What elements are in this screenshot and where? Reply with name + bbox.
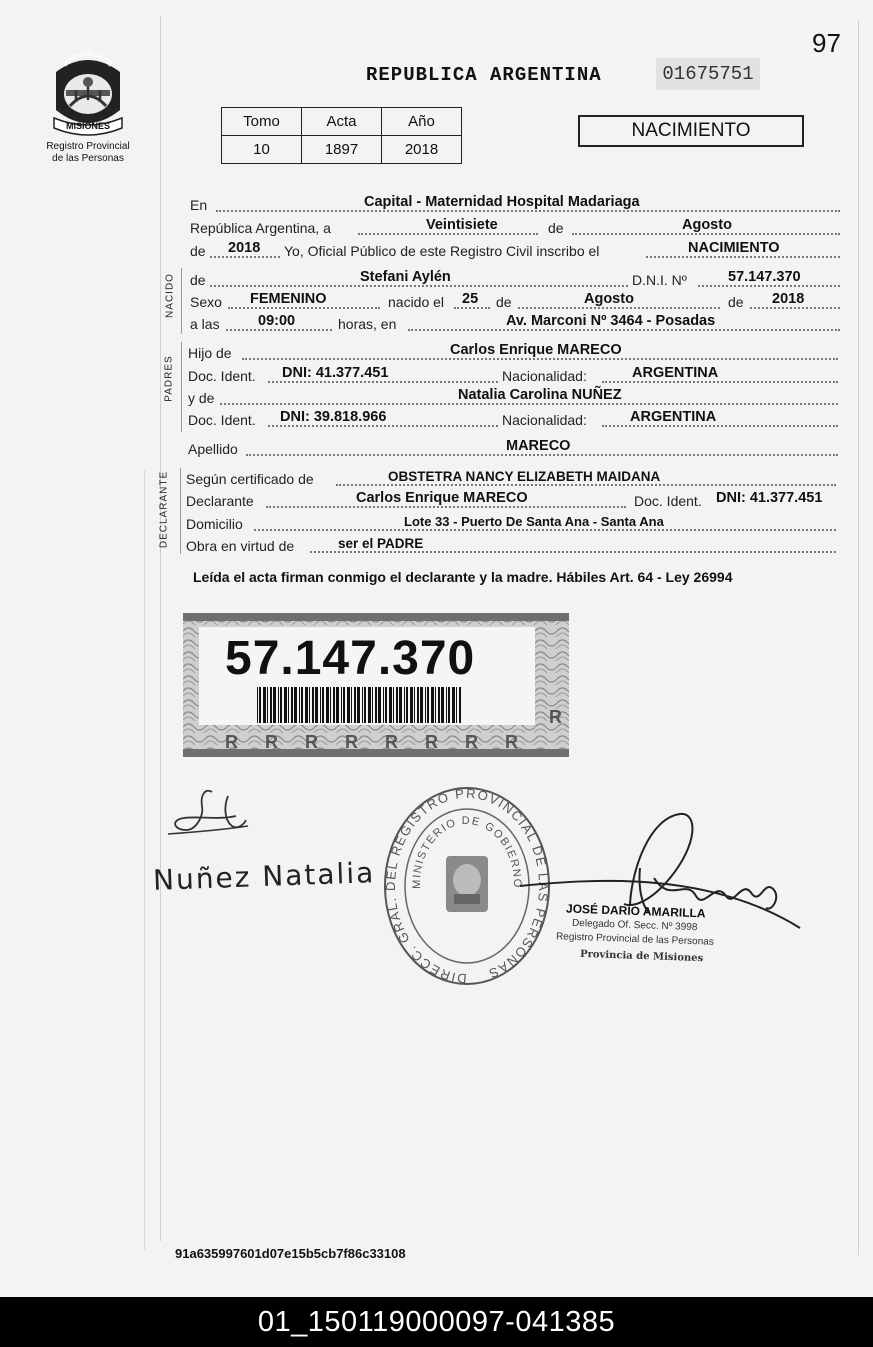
barcode-bar bbox=[375, 687, 377, 723]
record-table-header: Acta bbox=[302, 108, 382, 136]
barcode-bar bbox=[305, 687, 308, 723]
barcode-bar bbox=[291, 687, 293, 723]
barcode-bar bbox=[288, 687, 289, 723]
right-margin-line bbox=[858, 20, 859, 1255]
barcode-bar bbox=[326, 687, 329, 723]
barcode-bar bbox=[357, 687, 360, 723]
dotted-line bbox=[408, 329, 840, 331]
barcode-bar bbox=[372, 687, 373, 723]
official-registry: Registro Provincial de las Personas bbox=[555, 931, 715, 948]
dotted-line bbox=[226, 329, 332, 331]
birth-time: 09:00 bbox=[258, 313, 296, 329]
barcode-bar bbox=[410, 687, 413, 723]
row-year bbox=[190, 241, 840, 261]
row-certificate bbox=[186, 469, 836, 489]
barcode-bar bbox=[354, 687, 356, 723]
certificate-issuer: OBSTETRA NANCY ELIZABETH MAIDANA bbox=[388, 469, 661, 484]
mother-name: Natalia Carolina NUÑEZ bbox=[458, 387, 622, 403]
stamp-inner-text: MINISTERIO DE GOBIERNO bbox=[410, 814, 524, 889]
registry-caption bbox=[36, 141, 140, 165]
barcode-bar bbox=[278, 687, 279, 723]
barcode-bar bbox=[320, 687, 321, 723]
row-sex-birthdate bbox=[190, 292, 840, 312]
page-number: 97 bbox=[812, 28, 841, 58]
barcode-bar bbox=[336, 687, 339, 723]
barcode-bar bbox=[343, 687, 345, 723]
en-label: En bbox=[190, 197, 208, 213]
row-mother bbox=[188, 388, 838, 408]
inscribo-label: Yo, Oficial Público de este Registro Civil inscribo el bbox=[284, 243, 600, 259]
father-nationality: ARGENTINA bbox=[632, 365, 719, 381]
dni-sticker-number: 57.147.370 bbox=[225, 632, 476, 685]
record-table-cell: 10 bbox=[222, 136, 302, 164]
barcode-bar bbox=[452, 687, 455, 723]
barcode-bar bbox=[427, 687, 429, 723]
barcode-bar bbox=[257, 687, 258, 723]
birth-day: 25 bbox=[462, 291, 479, 307]
left-margin-line bbox=[160, 16, 161, 1241]
nacido-el-label: nacido el bbox=[388, 294, 445, 310]
alas-label: a las bbox=[190, 316, 220, 332]
birth-month: Agosto bbox=[584, 291, 634, 307]
doc-ident-label: Doc. Ident. bbox=[634, 493, 702, 509]
barcode-bar bbox=[389, 687, 392, 723]
barcode-bar bbox=[417, 687, 419, 723]
dotted-line bbox=[228, 307, 380, 309]
barcode-bar bbox=[263, 687, 266, 723]
barcode-bar bbox=[435, 687, 436, 723]
row-time-address bbox=[190, 314, 840, 334]
barcode-bar bbox=[270, 687, 272, 723]
registry-caption-line-2: de las Personas bbox=[52, 153, 124, 164]
pattern-letter: R bbox=[465, 732, 478, 752]
barcode-bar bbox=[399, 687, 402, 723]
dotted-line bbox=[602, 381, 838, 383]
registration-day: Veintisiete bbox=[426, 217, 498, 233]
declarant-name: Carlos Enrique MARECO bbox=[356, 490, 528, 506]
dotted-line bbox=[336, 484, 836, 486]
pattern-letter: R bbox=[425, 732, 438, 752]
barcode-bar bbox=[456, 687, 457, 723]
republica-label: República Argentina, a bbox=[190, 220, 331, 236]
nacionalidad-label: Nacionalidad: bbox=[502, 412, 587, 428]
de-label: de bbox=[190, 243, 206, 259]
barcode-bar bbox=[301, 687, 303, 723]
official-province: Provincia de Misiones bbox=[579, 948, 704, 965]
dotted-line bbox=[518, 307, 720, 309]
barcode-bar bbox=[393, 687, 394, 723]
barcode-bar bbox=[420, 687, 423, 723]
dotted-line bbox=[254, 529, 836, 531]
surname: MARECO bbox=[506, 438, 571, 454]
apellido-label: Apellido bbox=[188, 441, 238, 457]
dotted-line bbox=[358, 233, 538, 235]
dotted-line bbox=[572, 233, 840, 235]
barcode-bar bbox=[315, 687, 318, 723]
pattern-letter: R bbox=[505, 732, 518, 752]
barcode-icon bbox=[255, 687, 465, 723]
record-table-header-row bbox=[222, 108, 462, 136]
pattern-letter: R bbox=[385, 732, 398, 752]
declarante-label: Declarante bbox=[186, 493, 254, 509]
official-role: Delegado Of. Secc. Nº 3998 bbox=[571, 917, 698, 934]
province-seal-logo-icon bbox=[50, 50, 126, 138]
padres-section-label: PADRES bbox=[163, 355, 175, 402]
registration-month: Agosto bbox=[682, 217, 732, 233]
declarant-capacity: ser el PADRE bbox=[338, 536, 424, 551]
birth-place: Capital - Maternidad Hospital Madariaga bbox=[364, 194, 640, 210]
dotted-line bbox=[266, 506, 626, 508]
dotted-line bbox=[454, 307, 490, 309]
barcode-bar bbox=[351, 687, 352, 723]
de-label: de bbox=[496, 294, 512, 310]
barcode-bar bbox=[347, 687, 350, 723]
horas-label: horas, en bbox=[338, 316, 397, 332]
nacionalidad-label: Nacionalidad: bbox=[502, 368, 587, 384]
dotted-line bbox=[750, 307, 840, 309]
dni-sticker bbox=[183, 613, 569, 757]
barcode-bar bbox=[414, 687, 415, 723]
record-table bbox=[221, 107, 462, 164]
barcode-bar bbox=[312, 687, 314, 723]
barcode-bar bbox=[441, 687, 444, 723]
barcode-bar bbox=[448, 687, 450, 723]
barcode-bar bbox=[273, 687, 276, 723]
doc-ident-label: Doc. Ident. bbox=[188, 368, 256, 384]
pattern-letter: R bbox=[265, 732, 278, 752]
closing-statement: Leída el acta firman conmigo el declarante y la madre. Hábiles Art. 64 - Ley 26994 bbox=[193, 569, 733, 585]
seal-banner-text: MISIONES bbox=[65, 121, 111, 131]
birth-address: Av. Marconi Nº 3464 - Posadas bbox=[506, 313, 716, 329]
scan-id-bar: 01_150119000097-041385 bbox=[0, 1297, 873, 1347]
inner-margin-line bbox=[144, 470, 145, 1250]
sexo-label: Sexo bbox=[190, 294, 222, 310]
dotted-line bbox=[220, 403, 838, 405]
row-surname bbox=[188, 439, 838, 459]
barcode-bar bbox=[431, 687, 434, 723]
seal-ring-text: PROVINCIA DE bbox=[62, 50, 114, 69]
record-table-cell: 1897 bbox=[302, 136, 382, 164]
dotted-line bbox=[268, 425, 498, 427]
barcode-bar bbox=[368, 687, 371, 723]
row-declarant bbox=[186, 491, 836, 511]
de-label: de bbox=[190, 272, 206, 288]
dotted-line bbox=[646, 256, 840, 258]
row-date bbox=[190, 218, 840, 238]
barcode-bar bbox=[459, 687, 461, 723]
record-type-box: NACIMIENTO bbox=[578, 115, 804, 147]
de-label: de bbox=[728, 294, 744, 310]
row-child-name bbox=[190, 270, 840, 290]
dni-sticker-inner bbox=[199, 627, 535, 725]
pattern-letter: R bbox=[345, 732, 358, 752]
declarant-doc: DNI: 41.377.451 bbox=[716, 490, 823, 506]
barcode-bar bbox=[378, 687, 381, 723]
hijo-de-label: Hijo de bbox=[188, 345, 232, 361]
father-doc: DNI: 41.377.451 bbox=[282, 365, 389, 381]
barcode-bar bbox=[383, 687, 384, 723]
row-father-doc bbox=[188, 366, 838, 386]
record-table-cell: 2018 bbox=[382, 136, 462, 164]
barcode-bar bbox=[333, 687, 335, 723]
dotted-line bbox=[210, 285, 628, 287]
birth-year: 2018 bbox=[772, 291, 805, 307]
barcode-bar bbox=[364, 687, 366, 723]
barcode-bar bbox=[299, 687, 300, 723]
barcode-bar bbox=[284, 687, 287, 723]
pattern-letter: R bbox=[305, 732, 318, 752]
record-table-header: Año bbox=[382, 108, 462, 136]
registration-year: 2018 bbox=[228, 240, 261, 256]
section-separator bbox=[181, 268, 182, 334]
row-domicile bbox=[186, 514, 836, 534]
declarant-domicile: Lote 33 - Puerto De Santa Ana - Santa Ana bbox=[404, 514, 664, 529]
barcode-bar bbox=[406, 687, 408, 723]
barcode-bar bbox=[280, 687, 282, 723]
record-table-value-row bbox=[222, 136, 462, 164]
barcode-bar bbox=[425, 687, 426, 723]
section-separator bbox=[180, 468, 181, 554]
obra-label: Obra en virtud de bbox=[186, 538, 295, 554]
dotted-line bbox=[268, 381, 498, 383]
dotted-line bbox=[310, 551, 836, 553]
barcode-bar bbox=[438, 687, 440, 723]
declarante-section-label: DECLARANTE bbox=[158, 470, 170, 549]
registry-caption-line-1: Registro Provincial bbox=[46, 141, 130, 152]
row-father bbox=[188, 343, 838, 363]
de-label: de bbox=[548, 220, 564, 236]
dotted-line bbox=[216, 210, 840, 212]
pattern-letter: R bbox=[225, 732, 238, 752]
child-dni: 57.147.370 bbox=[728, 269, 801, 285]
barcode-bar bbox=[404, 687, 405, 723]
document-hash: 91a635997601d07e15b5cb7f86c33108 bbox=[175, 1246, 406, 1261]
mother-initials-signature-icon bbox=[166, 786, 250, 842]
nacido-section-label: NACIDO bbox=[164, 273, 176, 318]
stamp-ring-text: DIRECC. GRAL. DEL REGISTRO PROVINCIAL DE LAS PERSONAS bbox=[383, 785, 552, 987]
barcode-bar bbox=[362, 687, 363, 723]
barcode-bar bbox=[341, 687, 342, 723]
document-heading: REPUBLICA ARGENTINA bbox=[366, 64, 602, 86]
dotted-line bbox=[602, 425, 838, 427]
barcode-bar bbox=[259, 687, 261, 723]
barcode-bar bbox=[396, 687, 398, 723]
doc-ident-label: Doc. Ident. bbox=[188, 412, 256, 428]
barcode-bar bbox=[309, 687, 310, 723]
record-table-header: Tomo bbox=[222, 108, 302, 136]
mother-nationality: ARGENTINA bbox=[630, 409, 717, 425]
dotted-line bbox=[698, 285, 840, 287]
pattern-letter: R bbox=[549, 707, 562, 727]
inscribo-value: NACIMIENTO bbox=[688, 240, 780, 256]
barcode-bar bbox=[446, 687, 447, 723]
row-mother-doc bbox=[188, 410, 838, 430]
row-place bbox=[190, 195, 840, 215]
certificado-label: Según certificado de bbox=[186, 471, 314, 487]
dotted-line bbox=[210, 256, 280, 258]
child-sex: FEMENINO bbox=[250, 291, 327, 307]
mother-doc: DNI: 39.818.966 bbox=[280, 409, 387, 425]
dotted-line bbox=[242, 358, 838, 360]
barcode-bar bbox=[294, 687, 297, 723]
dni-label: D.N.I. Nº bbox=[632, 272, 687, 288]
child-name: Stefani Aylén bbox=[360, 269, 451, 285]
barcode-bar bbox=[267, 687, 268, 723]
official-name: JOSÉ DARÍO AMARILLA bbox=[565, 901, 706, 921]
dotted-line bbox=[246, 454, 838, 456]
row-capacity bbox=[186, 536, 836, 556]
serial-number: 01675751 bbox=[656, 58, 760, 90]
domicilio-label: Domicilio bbox=[186, 516, 243, 532]
barcode-bar bbox=[385, 687, 387, 723]
mother-handwritten-name: Nuñez Natalia bbox=[152, 856, 376, 897]
father-name: Carlos Enrique MARECO bbox=[450, 342, 622, 358]
barcode-bar bbox=[330, 687, 331, 723]
barcode-bar bbox=[322, 687, 324, 723]
y-de-label: y de bbox=[188, 390, 215, 406]
section-separator bbox=[181, 342, 182, 432]
